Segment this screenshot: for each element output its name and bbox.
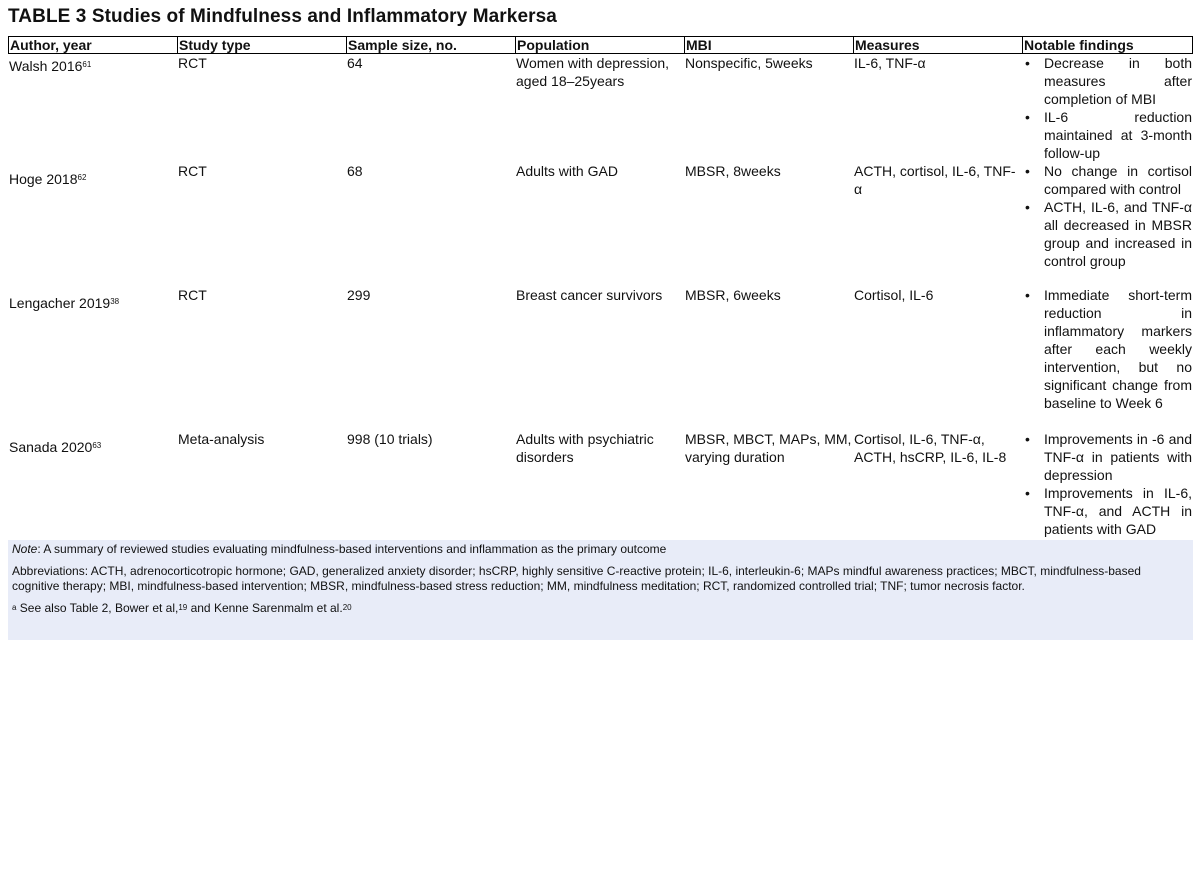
population-cell: Adults with psychiatric disorders — [516, 431, 654, 465]
reference-number: 61 — [82, 60, 92, 69]
footnote-reference: 19 — [178, 603, 188, 612]
author-cell — [8, 54, 177, 162]
reference-number: 63 — [92, 441, 102, 450]
reference-number: 62 — [77, 173, 87, 182]
author-name: Hoge 2018 — [9, 171, 78, 187]
header-sample-size: Sample size, no. — [346, 36, 515, 54]
table-notes — [8, 540, 1193, 640]
table-row — [8, 286, 1193, 430]
findings-cell — [1022, 430, 1193, 540]
finding-item: • IL-6 reduction maintained at 3-month follow-up — [1023, 108, 1193, 162]
note-text: : A summary of reviewed studies evaluating mindfulness-based interventions and inflammation as the primary outcome — [37, 542, 667, 556]
author-cell — [8, 286, 177, 430]
finding-item: • Improvements in IL-6, TNF-α, and ACTH in patients with GAD — [1023, 484, 1193, 538]
header-author-year: Author, year — [8, 36, 177, 54]
author-name: Sanada 2020 — [9, 439, 93, 455]
measures-cell: Cortisol, IL-6 — [854, 287, 934, 303]
footnote-text: See also Table 2, Bower et al, — [16, 601, 179, 615]
footnote-marker: a — [12, 603, 17, 612]
header-mbi: MBI — [684, 36, 853, 54]
measures-cell: ACTH, cortisol, IL-6, TNF-α — [854, 163, 1016, 197]
measures-cell: IL-6, TNF-α — [854, 55, 926, 71]
sample-size-cell: 299 — [347, 287, 371, 303]
header-measures: Measures — [853, 36, 1022, 54]
measures-cell: Cortisol, IL-6, TNF-α, ACTH, hsCRP, IL-6, IL-8 — [854, 431, 1007, 465]
population-cell: Adults with GAD — [516, 163, 618, 179]
study-type-cell: RCT — [178, 287, 207, 303]
population-cell: Women with depression, aged 18–25years — [516, 55, 670, 89]
mbi-cell: MBSR, 6weeks — [685, 287, 781, 303]
table-row — [8, 54, 1193, 162]
table-row — [8, 430, 1193, 540]
author-cell — [8, 430, 177, 540]
study-type-cell: RCT — [178, 163, 207, 179]
header-study-type: Study type — [177, 36, 346, 54]
finding-item: • No change in cortisol compared with control — [1023, 162, 1193, 198]
sample-size-cell: 998 (10 trials) — [347, 431, 433, 447]
finding-item: • ACTH, IL-6, and TNF-α all decreased in MBSR group and increased in control group — [1023, 198, 1193, 270]
mbi-cell: MBSR, 8weeks — [685, 163, 781, 179]
note-label: Note — [12, 542, 38, 556]
footnote-line — [12, 601, 1189, 616]
population-cell: Breast cancer survivors — [516, 287, 663, 303]
table-row — [8, 162, 1193, 286]
author-name: Lengacher 2019 — [9, 295, 111, 311]
table-title: TABLE 3 Studies of Mindfulness and Inflammatory Markersa — [8, 6, 557, 27]
findings-cell — [1022, 54, 1193, 162]
reference-number: 38 — [110, 297, 120, 306]
study-type-cell: Meta-analysis — [178, 431, 265, 447]
finding-item: • Decrease in both measures after completion of MBI — [1023, 54, 1193, 108]
header-population: Population — [515, 36, 684, 54]
finding-item: • Improvements in -6 and TNF-α in patients with depression — [1023, 430, 1193, 484]
sample-size-cell: 68 — [347, 163, 363, 179]
author-cell — [8, 162, 177, 286]
footnote-reference: 20 — [342, 603, 352, 612]
mbi-cell: MBSR, MBCT, MAPs, MM, varying duration — [685, 431, 852, 465]
table-header-row — [8, 36, 1193, 54]
finding-item: • Immediate short-term reduction in inflammatory markers after each weekly intervention, but no significant change from baseline to Week 6 — [1023, 286, 1193, 412]
sample-size-cell: 64 — [347, 55, 363, 71]
author-name: Walsh 2016 — [9, 58, 83, 74]
note-line — [12, 542, 1189, 557]
findings-cell — [1022, 162, 1193, 286]
study-type-cell: RCT — [178, 55, 207, 71]
footnote-text: and Kenne Sarenmalm et al. — [187, 601, 343, 615]
abbreviations-text: Abbreviations: ACTH, adrenocorticotropic hormone; GAD, generalized anxiety disorder; hsCRP, highly sensitive C-reactive protein; IL-6, interleukin-6; MAPs mindful awareness practices; MBCT, mindfulness-based cognitive therapy; MBI, mindfulness-based intervention; MBSR, mindfulness-based stress reduction; MM, mindfulness meditation; RCT, randomized controlled trial; TNF; tumor necrosis factor. — [12, 564, 1141, 593]
mbi-cell: Nonspecific, 5weeks — [685, 55, 813, 71]
findings-cell — [1022, 286, 1193, 430]
header-notable-findings: Notable findings — [1022, 36, 1193, 54]
studies-table — [8, 36, 1193, 540]
